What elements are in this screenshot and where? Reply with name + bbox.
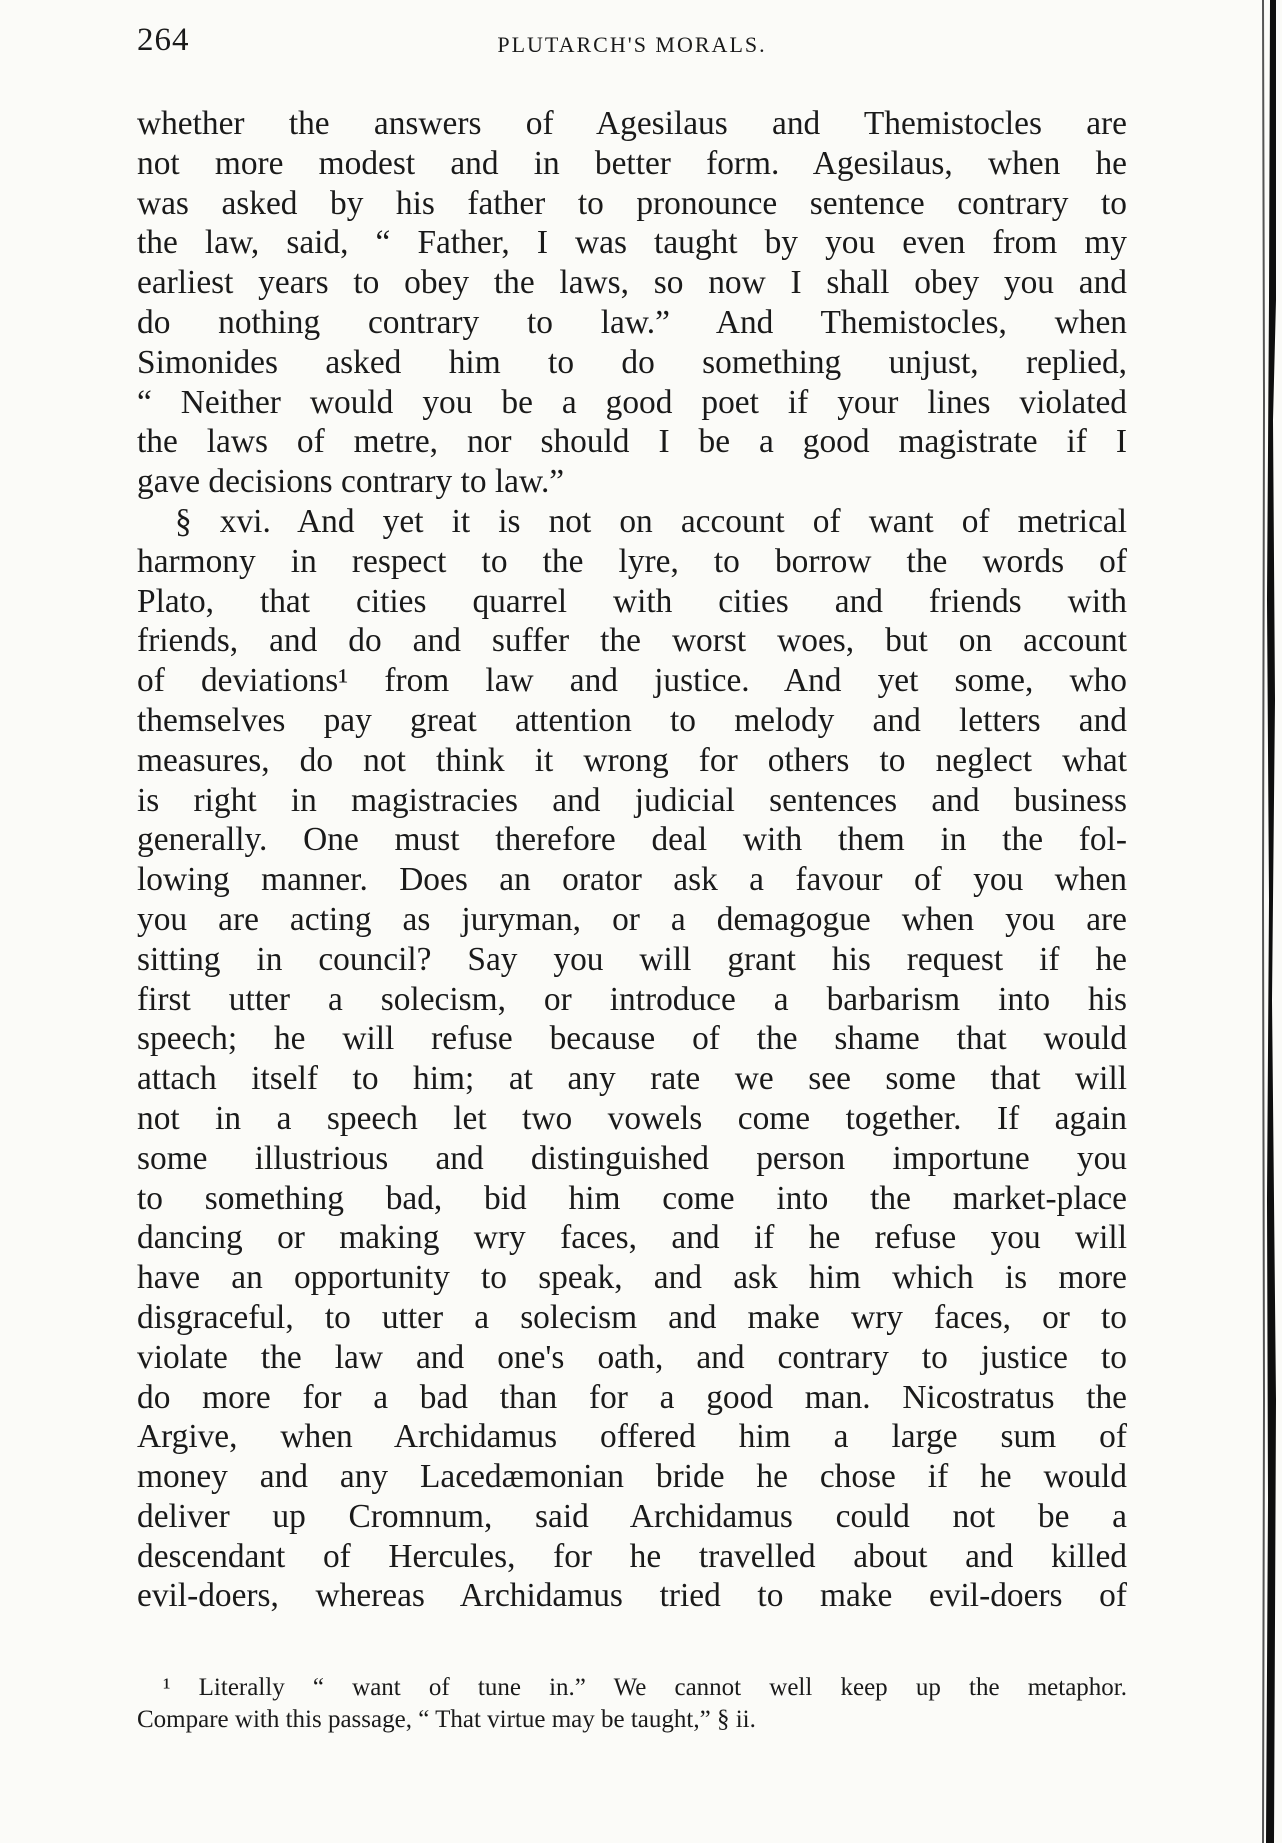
text-line: friends, and do and suffer the worst woes, but on account — [137, 622, 1127, 660]
text-line: attach itself to him; at any rate we see some that will — [137, 1060, 1127, 1098]
page-number: 264 — [137, 22, 190, 58]
text-line: “ Neither would you be a good poet if your lines violated — [137, 383, 1127, 421]
text-line: deliver up Cromnum, said Archidamus could not be a — [137, 1497, 1127, 1535]
text-line: themselves pay great attention to melody and letters and — [137, 701, 1127, 739]
binding-shadow-icon — [1252, 0, 1282, 1843]
section-heading-line: § xvi. And yet it is not on account of want of metrical — [175, 502, 1127, 540]
text-line: lowing manner. Does an orator ask a favour of you when — [137, 861, 1127, 899]
text-line: disgraceful, to utter a solecism and make wry faces, or to — [137, 1298, 1127, 1336]
text-line: sitting in council? Say you will grant his request if he — [137, 940, 1127, 978]
text-line: Argive, when Archidamus offered him a large sum of — [137, 1418, 1127, 1456]
body-text — [137, 104, 1127, 1616]
text-line: do more for a bad than for a good man. Nicostratus the — [137, 1378, 1127, 1416]
text-line: measures, do not think it wrong for others to neglect what — [137, 741, 1127, 779]
text-line: is right in magistracies and judicial sentences and business — [137, 781, 1127, 819]
page-binding-edge — [1252, 0, 1282, 1843]
text-line: descendant of Hercules, for he travelled about and killed — [137, 1537, 1127, 1575]
text-line: some illustrious and distinguished person importune you — [137, 1139, 1127, 1177]
footnote — [137, 1672, 1127, 1736]
text-line: generally. One must therefore deal with them in the fol- — [137, 821, 1127, 859]
text-line: gave decisions contrary to law.” — [137, 463, 565, 501]
text-line: not in a speech let two vowels come together. If again — [137, 1099, 1127, 1137]
text-line: have an opportunity to speak, and ask him which is more — [137, 1259, 1127, 1297]
text-line: first utter a solecism, or introduce a barbarism into his — [137, 980, 1127, 1018]
text-line: you are acting as juryman, or a demagogue when you are — [137, 900, 1127, 938]
text-line: dancing or making wry faces, and if he refuse you will — [137, 1219, 1127, 1257]
text-line: the laws of metre, nor should I be a good magistrate if I — [137, 423, 1127, 461]
text-line: of deviations¹ from law and justice. And yet some, who — [137, 662, 1127, 700]
running-head: PLUTARCH'S MORALS. — [497, 32, 767, 57]
text-line: whether the answers of Agesilaus and Themistocles are — [137, 105, 1127, 142]
text-line: earliest years to obey the laws, so now I shall obey you and — [137, 264, 1127, 302]
footnote-line: ¹ Literally “ want of tune in.” We cannot well keep up the metaphor. — [163, 1674, 1127, 1701]
footnote-line: Compare with this passage, “ That virtue may be taught,” § ii. — [137, 1706, 756, 1733]
text-line: violate the law and one's oath, and contrary to justice to — [137, 1338, 1127, 1376]
text-line: money and any Lacedæmonian bride he chose if he would — [137, 1458, 1127, 1496]
text-line: speech; he will refuse because of the shame that would — [137, 1020, 1127, 1058]
text-line: Plato, that cities quarrel with cities and friends with — [137, 582, 1127, 620]
text-line: was asked by his father to pronounce sentence contrary to — [137, 184, 1127, 222]
text-line: the law, said, “ Father, I was taught by you even from my — [137, 224, 1127, 262]
page-header — [137, 22, 1127, 72]
text-line: do nothing contrary to law.” And Themistocles, when — [137, 303, 1127, 341]
text-line: to something bad, bid him come into the market-place — [137, 1179, 1127, 1217]
text-line: not more modest and in better form. Agesilaus, when he — [137, 144, 1127, 182]
text-line: Simonides asked him to do something unjust, replied, — [137, 343, 1127, 381]
text-line: evil-doers, whereas Archidamus tried to make evil-doers of — [137, 1577, 1127, 1615]
text-line: harmony in respect to the lyre, to borrow the words of — [137, 542, 1127, 580]
